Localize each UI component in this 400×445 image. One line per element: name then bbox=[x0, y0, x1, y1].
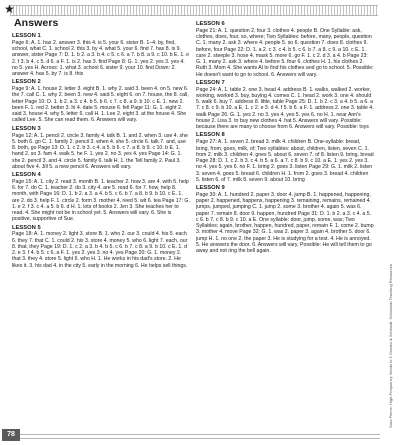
lesson-heading: LESSON 2 bbox=[12, 79, 41, 86]
lesson-2 bbox=[12, 79, 190, 123]
lesson-answers: Page 6: A. 1. has 2. answer 3. this 4. is 5. your 6. sister B. 1–4: by, find, school, what C. 1. school 2. this 3. by 4. what 5. your 6. find 7. has 8. is 9. answer, sister Page 7: D. 1. b 2. a 3. b 4. c 5. c 6. a 7. b 8. a 9. c 10. b E. 1. e 2. f 3. b 4. c 5. d 6. a F. 1. is 2. has 3. find Page 8: G. 1. yes 2. yes 3. yes 4. no 5. yes H. Across: 1. what 3. school 6. sister 9. your 10. find Down: 2. answer 4. has 5. by 7. is 8. this bbox=[12, 39, 190, 78]
lesson-1 bbox=[12, 33, 190, 77]
lesson-6 bbox=[196, 21, 374, 78]
answers-right-column bbox=[196, 19, 374, 417]
lesson-heading: LESSON 7 bbox=[196, 79, 225, 86]
lesson-answers: Page 24: A. 1. table 2. one 3. head 4. address B. 1. walks, walked 2. worker, working, worked 3. buy, buying 4. comes C. 1. head 2. work 3. one 4. should 5. walk 6. buy 7. address 8. little, table Page 25: D. 1. b 2. c 3. a 4. b 5. a 6. a 7. c 8. c 9. b 10. a E. 1. c 2. e 3. d 4. f 5. b 6. a F. 1. address 2. one 3. table 4. walk Page 26: G. 1. yes 2. no 3. yes 4. yes 5. yes 6. no H. 1. near Ann's house 2. Lisa 3. to buy new clothes 4. hat 5. Answers will vary. Possible: because there are many to choose from 6. Answers will vary. Possible: toys bbox=[196, 86, 374, 131]
lesson-answers: Page 12: A. 1. pencil 2. circle 3. family 4. talk B. 1. and 2. when 3. use 4. she 5. both 6. go C. 1. family 2. pencil 3. when 4. she 5. circle 6. talk 7. and, use 8. both, go Page 13: D. 1. c 2. b 3. c 4. a 5. b 6. c 7. a 8. b 9. c 10. b E. 1. hand 2. so 3. fam 4. walk 5. he F. 1. yes 2. no 3. yes 4. yes Page 14: G. 1. she 2. pencil 3. and 4. circle 5. family 6. talk H. 1. the Tell family 2. Paul 3. about five 4. Jill 5. a new pencil 6. Answers will vary. bbox=[12, 132, 188, 170]
lesson-answers: Page 15: A. 1. city 2. read 3. month B. 1. teacher 2. how 3. are 4. with 5. help 6. for 7. do C. 1. teacher 2. do 3. city 4. are 5. read 6. for 7. how, help 8. month, with Page 16: D. 1. b 2. a 3. a 4. b 5. c 6. b 7. a 8. b 9. b 10. c E. 1. are 2. do 3. help F. 1. circle 2. form 3. mother 4. reed 5. wit 6. tea Page 17: G. 1. e 2. f 3. c 4. a 5. b 6. d H. 1. lots of books 2. Jen 3. She teaches her to read. 4. She might not be in school yet. 5. Answers will vary. 6. She is positive, supportive of Sue. bbox=[12, 178, 190, 223]
lesson-heading: LESSON 5 bbox=[12, 224, 41, 231]
lesson-heading: LESSON 1 bbox=[12, 33, 41, 39]
lesson-heading: LESSON 4 bbox=[12, 172, 41, 179]
lesson-answers: Page 18: A. 1. money 2. light 3. store B. 1. who 2. our 3. could 4. his 5. each 6. they 7. that C. 1. could 2. his 3. store 4. money 5. who 6. light 7. each, our 8. that, they Page 19: D. 1. c 2. a 3. b 4. b 5. c 6. b 7. c 8. a 9. b 10. c E. 1. d 2. e 3. f 4. b 5. c 6. a F. 1. yes 2. yes 3. no 4. yes Page 20: G. 1. money 2. that 3. they 4. store 5. light 6. who H. 1. He works in his dad's store. 2. He likes it. 3. his dad 4. in the city 5. early in the morning 6. He helps sell things. bbox=[12, 231, 188, 269]
lesson-9 bbox=[196, 185, 374, 254]
side-credit bbox=[381, 218, 395, 428]
lesson-7 bbox=[196, 80, 374, 131]
side-credit-text: Sara Pierce. High-Frequency Words in 5 Grades & Schimidt, Scholastic Teaching Resources bbox=[388, 264, 393, 428]
lesson-heading: LESSON 9 bbox=[196, 185, 225, 192]
lesson-answers: Page 30: A. 1. hundred 2. paper 3. door 4. jump B. 1. happened, happening, paper 2. happened, happens, happening 3. remaining, remains, remained 4. jumps, jumped, jumping C. 1. jump 2. some 3. brother 4. again 5. was 6. paper 7. remain 8. door 9. happen, hundred Page 31: D. 1. b 2. a 3. c 4. a 5. c 6. b 7. c 8. b 9. c 10. a E. One syllable: door, jump, some, was; Two Syllables: again, brother, happen, hundred, paper, remain F. 1. come 2. bump 3. mother 4. move Page 32: G. 1. was 2. paper 3. again 4. brother 5. door 6. jump H. 1. no one 2. the paper 3. He is studying for a test. 4. He is annoyed. 5. He answers the door. 6. Answers will vary. Possible: He will tell them to go away and not ring the bell again. bbox=[196, 191, 374, 255]
bottom-rule bbox=[20, 434, 380, 439]
star-icon: ★ bbox=[4, 2, 15, 16]
lesson-4 bbox=[12, 172, 190, 223]
lesson-answers: Page 21: A. 1. question 2. four 3. clothes 4. people B. One Syllable: ask, clothes, does, four, so, where; Two Syllables: before, many, people, question C. 1. many 2. ask 3. where 4. people 5. so 6. question 7. does 8. clothes 9. before, four Page 22: D. 1. a 2. c 3. c 4. b 5. c 6. b 7. a 8. c 9. a 10. c E. 1. care 2. steeple 3. hose 4. mask 5. more 6. go F. 1. c 2. d 3. a 4. b Page 23: G. 1. many 2. ask 3. where 4. before 5. four 6. clothes H. 1. his clothes 2. Ruth 3. Mom 4. She wants Al to find his clothes and go to school. 5. Possible: He doesn't want to go to school. 6. Answers will vary. bbox=[196, 27, 374, 78]
lesson-3 bbox=[12, 126, 190, 170]
lesson-heading: LESSON 6 bbox=[196, 21, 225, 27]
lesson-answers: Page 9: A. 1. house 2. letter 3. eight B. 1. why 2. said 3. been 4. on 5. new 6. the 7. call C. 1. why 2. been 3. new 4. said 5. eight 6. on 7. house, the 8. call, letter Page 10: D. 1. b 2. a 3. c 4. b 5. b 6. c 7. c 8. a 9. b 10. c E. 1. new 2. been F. 1. red 2. better 3. hi 4. date 5. mouse 6. fell Page 11: G. 1. eight 2. said 3. house 4. why 5. letter 6. call H. 1. Lee 2. eight 3. at the house 4. She called Lee. 5. She can read them. 6. Answers will vary. bbox=[12, 86, 189, 124]
lesson-heading: LESSON 8 bbox=[196, 132, 225, 139]
lesson-5 bbox=[12, 225, 190, 269]
page-number: 78 bbox=[2, 429, 20, 441]
answers-left-column bbox=[12, 31, 190, 416]
lesson-8 bbox=[196, 132, 374, 183]
lesson-heading: LESSON 3 bbox=[12, 125, 41, 132]
lesson-answers: Page 27: A. 1. seven 2. bread 3. milk 4. children B. One-syllable: bread, bring, from, goes, milk, of; Two syllables: about, children, listen, seven C. 1. from 2. milk 3. children 4. goes 5. about 6. seven 7. of 8. listen 9. bring, bread Page 28: D. 1. c 2. b 3. c 4. b 5. a 6. a 7. c 8. b 9. c 10. a E. 1. yes 2. yes 3. no 4. yes 5. yes 6. no F. 1. bring 2. goes 3. listen Page 29: G. 1. milk 2. listen 3. seven 4. goes 5. bread 6. children H. 1. from 2. goes 3. bread 4. children 5. listen 6. of 7. milk 8. seven 9. about 10. bring bbox=[196, 139, 374, 183]
top-decorative-band bbox=[10, 5, 378, 16]
page-title: Answers bbox=[14, 17, 59, 29]
